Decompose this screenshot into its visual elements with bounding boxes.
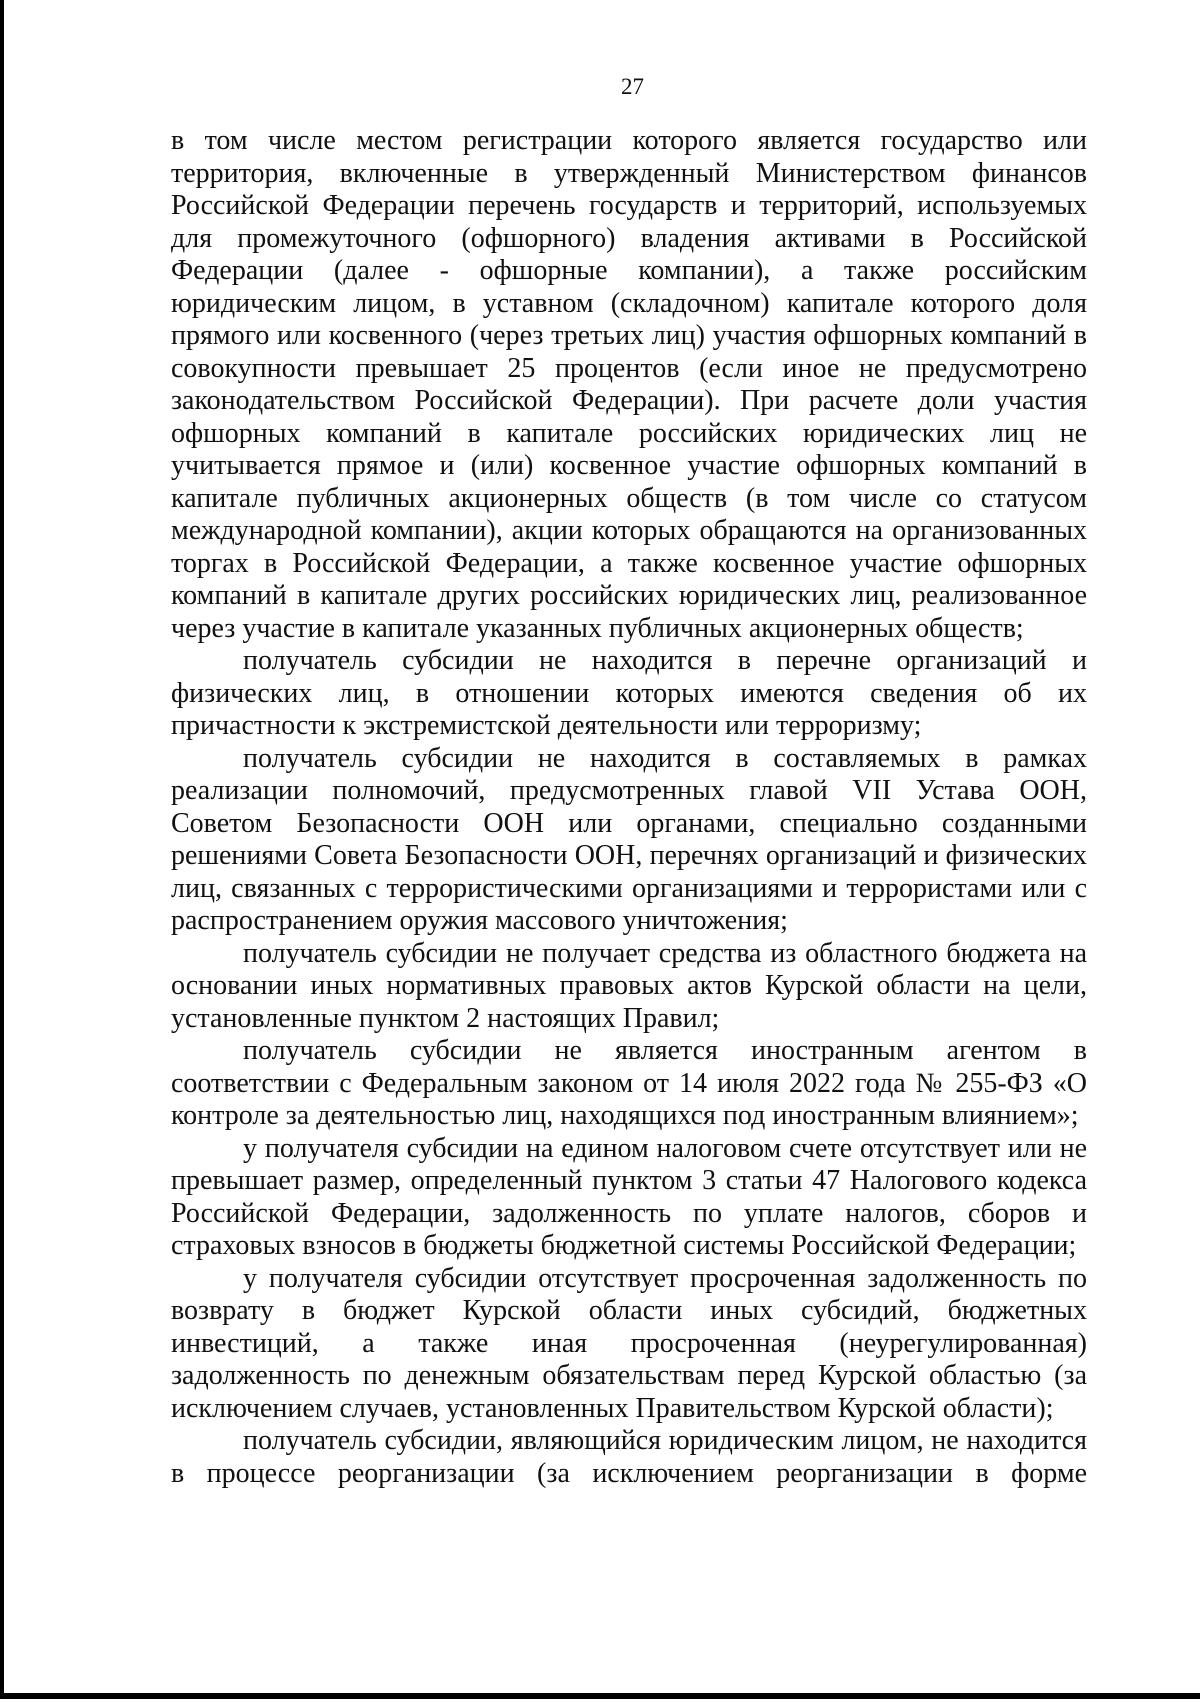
document-body	[171, 125, 1087, 1490]
paragraph-offshore-companies: в том числе местом регистрации которого является государство или территория, включенные в утвержденный Министерством финансов Российской Федерации перечень государств и территорий, используемых для промежуточного (офшорного) владения активами в Российской Федерации (далее - офшорные компании), а также российским юридическим лицом, в уставном (складочном) капитале которого доля прямого или косвенного (через третьих лиц) участия офшорных компаний в совокупности превышает 25 процентов (если иное не предусмотрено законодательством Российской Федерации). При расчете доли участия офшорных компаний в капитале российских юридических лиц не учитывается прямое и (или) косвенное участие офшорных компаний в капитале публичных акционерных обществ (в том числе со статусом международной компании), акции которых обращаются на организованных торгах в Российской Федерации, а также косвенное участие офшорных компаний в капитале других российских юридических лиц, реализованное через участие в капитале указанных публичных акционерных обществ;	[171, 125, 1087, 644]
paragraph-tax-debt: у получателя субсидии на едином налоговом счете отсутствует или не превышает размер, определенный пунктом 3 статьи 47 Налогового кодекса Российской Федерации, задолженность по уплате налогов, сборов и страховых взносов в бюджеты бюджетной системы Российской Федерации;	[171, 1132, 1087, 1261]
paragraph-foreign-agent: получатель субсидии не является иностранным агентом в соответствии с Федеральным законом от 14 июля 2022 года № 255-ФЗ «О контроле за деятельностью лиц, находящихся под иностранным влиянием»;	[171, 1035, 1087, 1131]
paragraph-extremism-list: получатель субсидии не находится в перечне организаций и физических лиц, в отношении которых имеются сведения об их причастности к экстремистской деятельности или терроризму;	[171, 645, 1087, 741]
paragraph-reorganization: получатель субсидии, являющийся юридическим лицом, не находится в процессе реорганизации (за исключением реорганизации в форме	[171, 1425, 1087, 1489]
paragraph-no-other-funding: получатель субсидии не получает средства из областного бюджета на основании иных нормативных правовых актов Курской области на цели, установленные пунктом 2 настоящих Правил;	[171, 937, 1087, 1034]
paragraph-overdue-debt: у получателя субсидии отсутствует просроченная задолженность по возврату в бюджет Курской области иных субсидий, бюджетных инвестиций, а также иная просроченная (неурегулированная) задолженность по денежным обязательствам перед Курской областью (за исключением случаев, установленных Правительством Курской области);	[171, 1262, 1087, 1424]
scan-border-left	[0, 0, 4, 1699]
paragraph-un-sanctions-list: получатель субсидии не находится в составляемых в рамках реализации полномочий, предусмотренных главой VII Устава ООН, Советом Безопасности ООН или органами, специально созданными решениями Совета Безопасности ООН, перечнях организаций и физических лиц, связанных с террористическими организациями и террористами или с распространением оружия массового уничтожения;	[171, 742, 1087, 936]
page-number: 27	[621, 74, 644, 99]
scan-border-bottom	[0, 1693, 1200, 1699]
